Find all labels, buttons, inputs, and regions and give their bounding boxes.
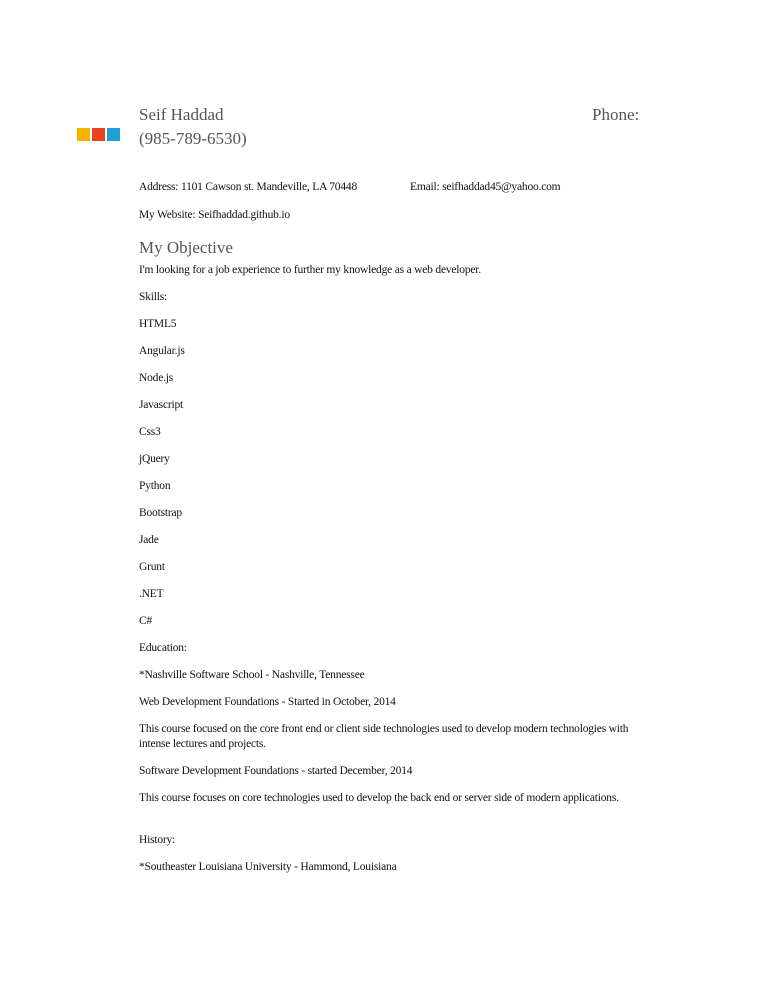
skill-item: Node.js	[139, 372, 174, 384]
skill-item: jQuery	[139, 453, 170, 465]
history-label: History:	[139, 834, 176, 846]
skill-item: Python	[139, 480, 171, 492]
accent-square-blue	[107, 128, 120, 141]
phone-label: Phone:	[592, 105, 640, 124]
objective-heading: My Objective	[139, 238, 233, 257]
course-title: Web Development Foundations - Started in October, 2014	[139, 696, 396, 708]
address-line: Address: 1101 Cawson st. Mandeville, LA 70448	[139, 181, 358, 193]
skill-item: Jade	[139, 534, 159, 546]
skill-item: HTML5	[139, 318, 177, 330]
skill-item: Javascript	[139, 399, 183, 411]
history-item: *Southeaster Louisiana University - Hammond, Louisiana	[139, 861, 397, 873]
skill-item: Css3	[139, 426, 161, 438]
education-school: *Nashville Software School - Nashville, Tennessee	[139, 669, 365, 681]
skill-item: Grunt	[139, 561, 165, 573]
website-line: My Website: Seifhaddad.github.io	[139, 209, 290, 221]
accent-squares-logo	[77, 128, 120, 141]
skill-item: Angular.js	[139, 345, 185, 357]
applicant-name: Seif Haddad	[139, 105, 224, 124]
email-line: Email: seifhaddad45@yahoo.com	[410, 181, 561, 193]
course-description: This course focuses on core technologies used to develop the back end or server side of modern applications.	[139, 792, 619, 804]
education-label: Education:	[139, 642, 187, 654]
skills-label: Skills:	[139, 291, 168, 303]
course-title: Software Development Foundations - started December, 2014	[139, 765, 413, 777]
skill-item: C#	[139, 615, 153, 627]
course-description: This course focused on the core front end or client side technologies used to develop modern technologies with intense lectures and projects.	[139, 723, 629, 750]
objective-text: I'm looking for a job experience to further my knowledge as a web developer.	[139, 264, 481, 276]
phone-number: (985-789-6530)	[139, 129, 247, 148]
accent-square-yellow	[77, 128, 90, 141]
skill-item: .NET	[139, 588, 164, 600]
skill-item: Bootstrap	[139, 507, 182, 519]
accent-square-red	[92, 128, 105, 141]
